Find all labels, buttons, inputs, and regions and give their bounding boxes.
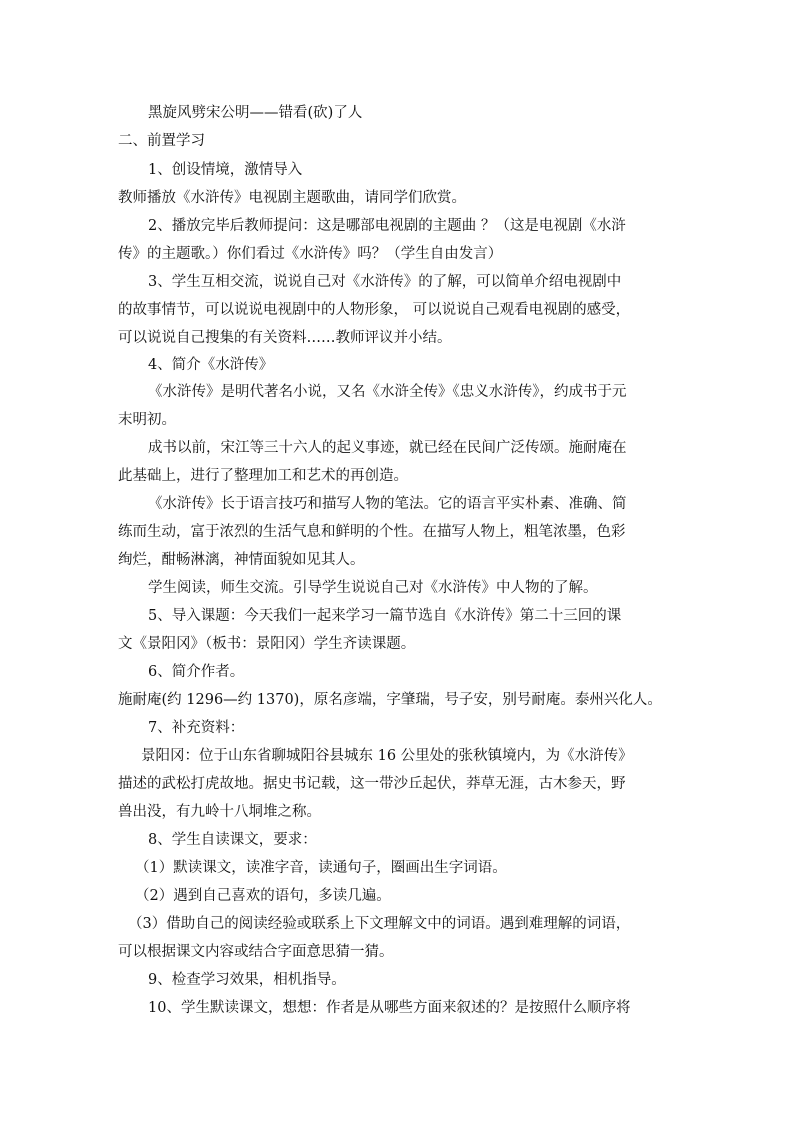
text-line: 《水浒传》长于语言技巧和描写人物的笔法。它的语言平实朴素、准确、简 — [148, 496, 627, 512]
text-line: 8、学生自读课文，要求： — [148, 832, 317, 848]
text-line: 学生阅读，师生交流。引导学生说说自己对《水浒传》中人物的了解。 — [148, 580, 598, 596]
text-line: 传》的主题歌。）你们看过《水浒传》吗？（学生自由发言） — [118, 246, 503, 262]
text-line: 9、检查学习效果，相机指导。 — [148, 972, 346, 988]
text-line: （2）遇到自己喜欢的语句，多读几遍。 — [135, 888, 391, 904]
text-line: 3、学生互相交流，说说自己对《水浒传》的了解，可以简单介绍电视剧中 — [148, 274, 622, 290]
text-line: 教师播放《水浒传》电视剧主题歌曲，请同学们欣赏。 — [118, 190, 466, 206]
text-line: 2、播放完毕后教师提问：这是哪部电视剧的主题曲 ？（这是电视剧《水浒 — [148, 218, 626, 234]
text-line: 5、导入课题：今天我们一起来学习一篇节选自《水浒传》第二十三回的课 — [148, 608, 622, 624]
text-line: 施耐庵(约 1296—约 1370)，原名彦端，字肇瑞，号子安，别号耐庵。泰州兴化人。 — [118, 692, 662, 708]
text-line: 6、简介作者。 — [148, 664, 245, 680]
section-heading: 二、前置学习 — [118, 133, 205, 149]
text-line: 文《景阳冈》（板书：景阳冈）学生齐读课题。 — [118, 636, 416, 652]
text-line: 的故事情节，可以说说电视剧中的人物形象， 可以说说自己观看电视剧的感受， — [118, 302, 631, 318]
text-line: 10、学生默读课文，想想：作者是从哪些方面来叙述的？是按照什么顺序将 — [148, 1000, 631, 1016]
text-line: 兽出没，有九岭十八垌堆之称。 — [118, 804, 321, 820]
text-line: 4、简介《水浒传》 — [148, 357, 274, 373]
text-line: 景阳冈：位于山东省聊城阳谷县城东 16 公里处的张秋镇境内，为《水浒传》 — [141, 748, 633, 764]
text-line: 可以说说自己搜集的有关资料……教师评议并小结。 — [118, 330, 452, 346]
text-line: （3）借助自己的阅读经验或联系上下文理解文中的词语。遇到难理解的词语， — [128, 916, 631, 932]
text-line: 绚烂，酣畅淋漓，神情面貌如见其人。 — [118, 552, 365, 568]
text-line: 此基础上，进行了整理加工和艺术的再创造。 — [118, 468, 408, 484]
text-line: 末明初。 — [118, 412, 176, 428]
text-line: 《水浒传》是明代著名小说，又名《水浒全传》《忠义水浒传》，约成书于元 — [148, 384, 627, 400]
text-line: 1、创设情境，激情导入 — [148, 162, 303, 178]
text-line: 可以根据课文内容或结合字面意思猜一猜。 — [118, 944, 394, 960]
text-line: 7、补充资料： — [148, 720, 245, 736]
text-line: （1）默读课文，读准字音，读通句子，圈画出生字词语。 — [135, 860, 507, 876]
text-line: 黑旋风劈宋公明——错看(砍)了人 — [148, 105, 363, 121]
text-line: 描述的武松打虎故地。据史书记载，这一带沙丘起伏，莽草无涯，古木参天，野 — [118, 776, 626, 792]
text-line: 练而生动，富于浓烈的生活气息和鲜明的个性。在描写人物上，粗笔浓墨，色彩 — [118, 524, 626, 540]
text-line: 成书以前，宋江等三十六人的起义事迹，就已经在民间广泛传颂。施耐庵在 — [148, 440, 627, 456]
